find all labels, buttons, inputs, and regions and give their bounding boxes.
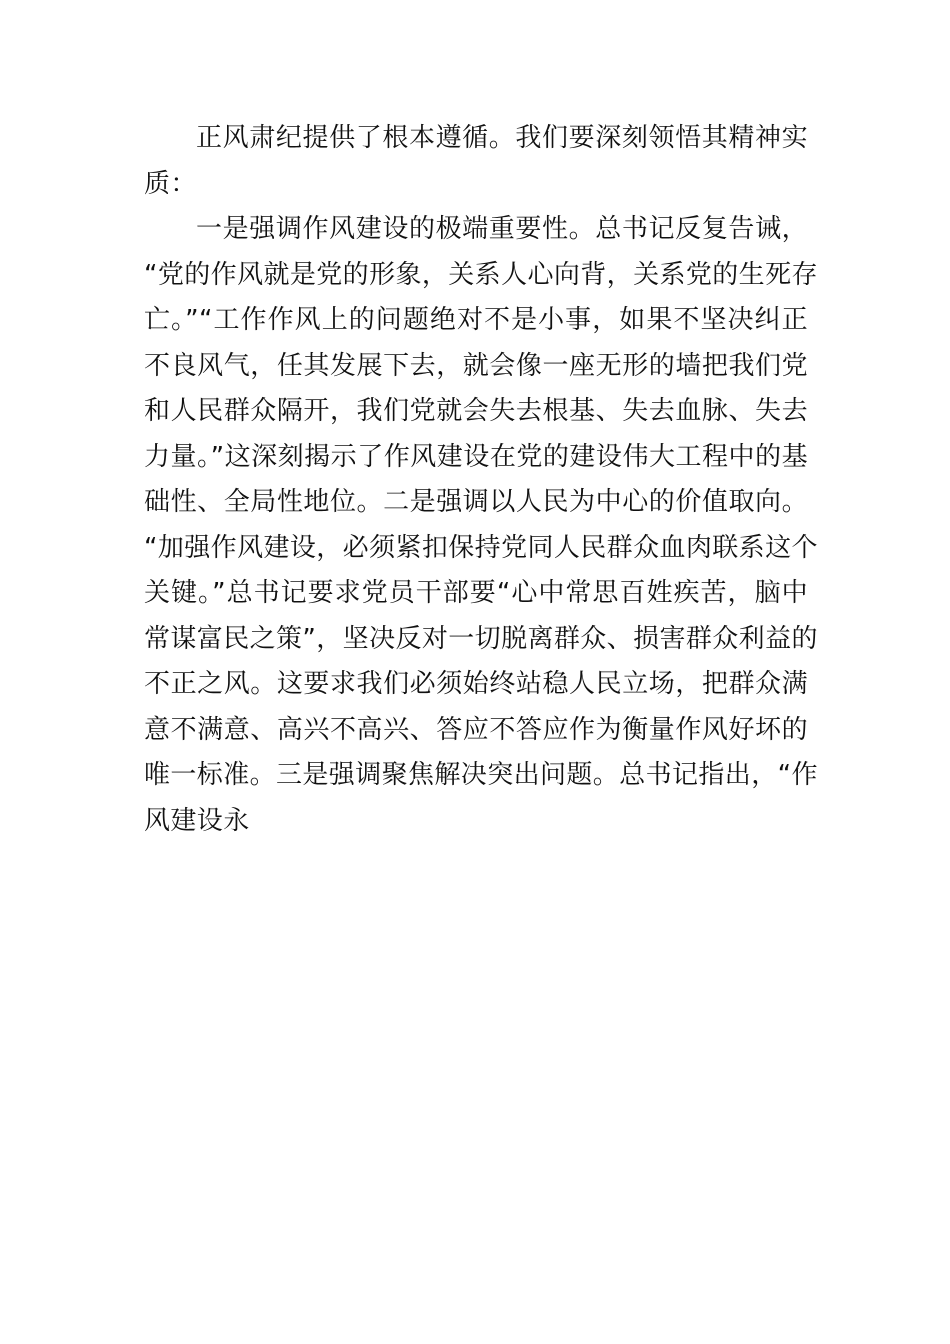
- text-line: 不正之风。这要求我们必须始终站稳人民立场，把群众满: [144, 669, 808, 699]
- text-line: 一是强调作风建设的极端重要性。总书记反复告诫，: [196, 214, 808, 244]
- text-line: 关键。”总书记要求党员干部要“心中常思百姓疾苦，脑中: [144, 578, 808, 608]
- text-line: “党的作风就是党的形象，关系人心向背，关系党的生死存: [144, 259, 818, 290]
- body-text: [144, 116, 818, 844]
- text-line: 力量。”这深刻揭示了作风建设在党的建设伟大工程中的基: [144, 441, 808, 472]
- text-line: 不良风气，任其发展下去，就会像一座无形的墙把我们党: [144, 350, 808, 381]
- text-line: 正风肃纪提供了根本遵循。我们要深刻领悟其精神实: [196, 123, 808, 153]
- text-line: 唯一标准。三是强调聚焦解决突出问题。总书记指出，“作: [144, 760, 818, 790]
- text-line: 质：: [144, 168, 197, 199]
- text-line: 和人民群众隔开，我们党就会失去根基、失去血脉、失去: [144, 396, 808, 426]
- text-line: 风建设永: [144, 805, 250, 836]
- text-line: 亡。”“工作作风上的问题绝对不是小事，如果不坚决纠正: [144, 305, 808, 335]
- text-line: 意不满意、高兴不高兴、答应不答应作为衡量作风好坏的: [144, 714, 808, 745]
- text-line: “加强作风建设，必须紧扣保持党同人民群众血肉联系这个: [144, 532, 818, 563]
- text-line: 础性、全局性地位。二是强调以人民为中心的价值取向。: [144, 487, 808, 517]
- text-line: 常谋富民之策”，坚决反对一切脱离群众、损害群众利益的: [144, 623, 818, 654]
